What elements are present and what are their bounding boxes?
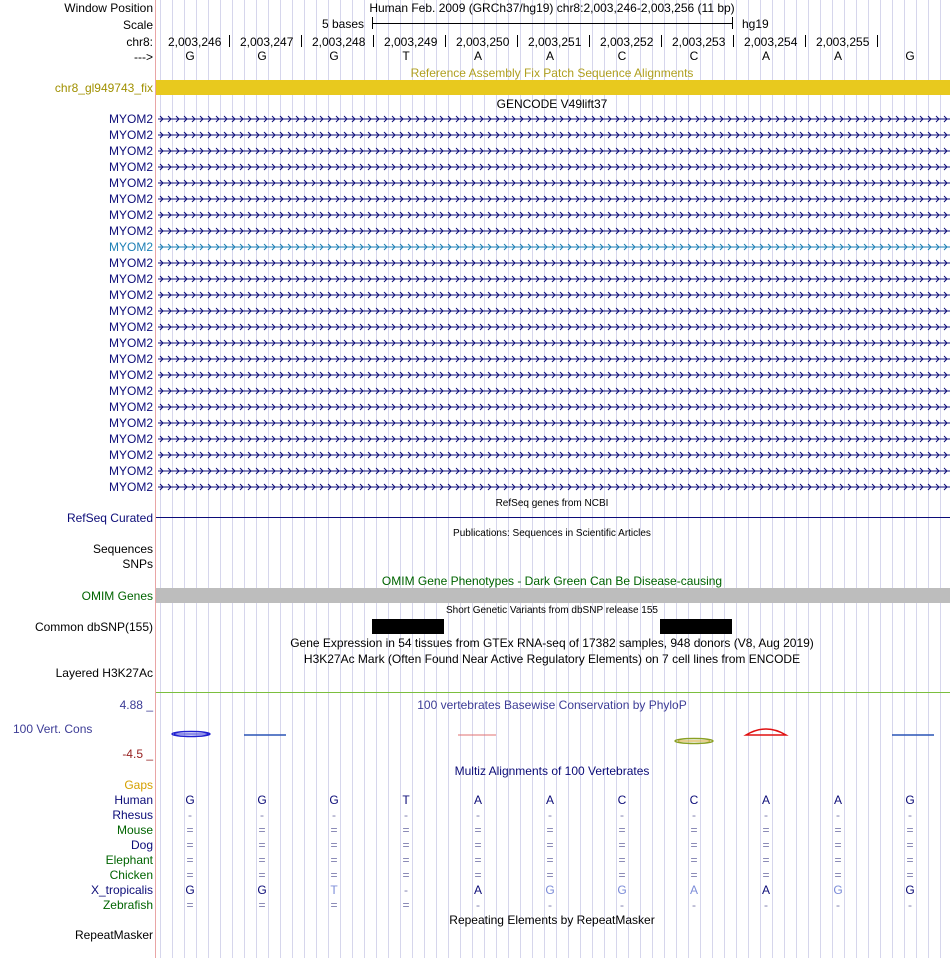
- position-label: 2,003,254: [744, 35, 798, 49]
- gencode-transcript[interactable]: [158, 193, 950, 205]
- grid-line: [784, 0, 785, 958]
- reference-base: A: [473, 49, 483, 63]
- multiz-base: -: [908, 808, 912, 822]
- phylop-label[interactable]: 100 Vert. Cons: [13, 722, 93, 736]
- assembly-label: hg19: [742, 17, 769, 31]
- grid-line: [232, 0, 233, 958]
- dbsnp-variant[interactable]: [660, 619, 732, 634]
- multiz-base: G: [257, 883, 267, 897]
- position-tick: [517, 35, 518, 47]
- grid-line: [328, 0, 329, 958]
- multiz-base: =: [258, 838, 266, 852]
- grid-line: [400, 0, 401, 958]
- multiz-base: A: [473, 793, 483, 807]
- gencode-gene-label[interactable]: MYOM2: [108, 416, 153, 430]
- gencode-gene-label[interactable]: MYOM2: [108, 336, 153, 350]
- grid-line: [244, 0, 245, 958]
- multiz-base: =: [690, 868, 698, 882]
- reference-base: G: [905, 49, 915, 63]
- gtex-title: Gene Expression in 54 tissues from GTEx RNA-seq of 17382 samples, 948 donors (V8, Aug 2019): [290, 636, 814, 650]
- phylop-plot: [156, 725, 950, 747]
- gaps-label[interactable]: Gaps: [124, 778, 153, 792]
- gencode-transcript[interactable]: [158, 417, 950, 429]
- position-label: 2,003,253: [672, 35, 726, 49]
- multiz-base: =: [906, 823, 914, 837]
- dbsnp-title: Short Genetic Variants from dbSNP release 155: [446, 605, 658, 616]
- multiz-base: =: [618, 868, 626, 882]
- gencode-gene-label[interactable]: MYOM2: [108, 368, 153, 382]
- multiz-base: =: [474, 868, 482, 882]
- grid-line: [712, 0, 713, 958]
- reference-base: A: [761, 49, 771, 63]
- gencode-title: GENCODE V49lift37: [496, 97, 608, 111]
- multiz-base: A: [689, 883, 699, 897]
- grid-line: [808, 0, 809, 958]
- grid-line: [604, 0, 605, 958]
- grid-line: [652, 0, 653, 958]
- gencode-gene-label[interactable]: MYOM2: [108, 240, 153, 254]
- position-label: 2,003,252: [600, 35, 654, 49]
- multiz-base: =: [330, 898, 338, 912]
- gencode-transcript[interactable]: [158, 465, 950, 477]
- publications-title: Publications: Sequences in Scientific Articles: [453, 528, 651, 539]
- grid-line: [520, 0, 521, 958]
- multiz-base: G: [257, 793, 267, 807]
- multiz-base: C: [689, 793, 699, 807]
- multiz-base: =: [474, 838, 482, 852]
- multiz-base: A: [761, 883, 771, 897]
- multiz-base: =: [618, 838, 626, 852]
- multiz-base: A: [761, 793, 771, 807]
- grid-line: [352, 0, 353, 958]
- grid-line: [484, 0, 485, 958]
- grid-line: [436, 0, 437, 958]
- position-label: 2,003,255: [816, 35, 870, 49]
- grid-line: [592, 0, 593, 958]
- grid-line: [196, 0, 197, 958]
- grid-line: [748, 0, 749, 958]
- gencode-gene-label[interactable]: MYOM2: [108, 256, 153, 270]
- scale-bar: [372, 23, 733, 24]
- grid-line: [532, 0, 533, 958]
- grid-line: [160, 0, 161, 958]
- grid-line: [280, 0, 281, 958]
- multiz-base: G: [833, 883, 843, 897]
- multiz-base: =: [546, 868, 554, 882]
- multiz-base: =: [258, 898, 266, 912]
- multiz-base: -: [620, 808, 624, 822]
- multiz-base: =: [402, 868, 410, 882]
- publications-sequences-label[interactable]: Sequences: [92, 542, 153, 556]
- gencode-transcript[interactable]: [158, 353, 950, 365]
- multiz-base: T: [402, 793, 410, 807]
- phylop-title: 100 vertebrates Basewise Conservation by PhyloP: [417, 698, 687, 712]
- multiz-base: G: [545, 883, 555, 897]
- multiz-base: =: [762, 868, 770, 882]
- gencode-gene-label[interactable]: MYOM2: [108, 224, 153, 238]
- gencode-gene-label[interactable]: MYOM2: [108, 192, 153, 206]
- multiz-base: -: [908, 898, 912, 912]
- multiz-base: =: [474, 823, 482, 837]
- multiz-species-label[interactable]: Zebrafish: [102, 898, 153, 912]
- dbsnp-label[interactable]: Common dbSNP(155): [34, 620, 153, 634]
- gencode-transcript[interactable]: [158, 209, 950, 221]
- multiz-base: =: [402, 823, 410, 837]
- multiz-base: G: [617, 883, 627, 897]
- multiz-base: T: [330, 883, 338, 897]
- multiz-base: A: [473, 883, 483, 897]
- grid-line: [376, 0, 377, 958]
- multiz-base: =: [474, 853, 482, 867]
- grid-line: [556, 0, 557, 958]
- multiz-base: -: [548, 808, 552, 822]
- grid-line: [820, 0, 821, 958]
- gencode-transcript[interactable]: [158, 481, 950, 493]
- grid-line: [736, 0, 737, 958]
- publications-snps-label[interactable]: SNPs: [122, 557, 153, 571]
- omim-label[interactable]: OMIM Genes: [81, 589, 153, 603]
- multiz-base: =: [258, 853, 266, 867]
- multiz-base: G: [185, 883, 195, 897]
- grid-line: [640, 0, 641, 958]
- position-tick: [229, 35, 230, 47]
- multiz-base: =: [546, 838, 554, 852]
- grid-line: [676, 0, 677, 958]
- gencode-gene-label[interactable]: MYOM2: [108, 384, 153, 398]
- grid-line: [364, 0, 365, 958]
- multiz-base: -: [260, 808, 264, 822]
- position-label: 2,003,248: [312, 35, 366, 49]
- grid-line: [772, 0, 773, 958]
- grid-line: [616, 0, 617, 958]
- refseq-gene-line[interactable]: [156, 517, 950, 518]
- position-tick: [589, 35, 590, 47]
- gencode-transcript[interactable]: [158, 337, 950, 349]
- fix-patch-title: Reference Assembly Fix Patch Sequence Alignments: [410, 66, 694, 80]
- multiz-base: =: [762, 838, 770, 852]
- reference-base: C: [689, 49, 699, 63]
- gencode-gene-label[interactable]: MYOM2: [108, 112, 153, 126]
- multiz-species-label[interactable]: Human: [114, 793, 153, 807]
- grid-line: [292, 0, 293, 958]
- position-label: 2,003,249: [384, 35, 438, 49]
- gencode-transcript[interactable]: [158, 321, 950, 333]
- refseq-title: RefSeq genes from NCBI: [495, 498, 609, 509]
- multiz-base: =: [330, 868, 338, 882]
- multiz-base: =: [906, 853, 914, 867]
- grid-line: [304, 0, 305, 958]
- multiz-base: =: [762, 853, 770, 867]
- multiz-base: =: [402, 838, 410, 852]
- multiz-base: -: [764, 898, 768, 912]
- dbsnp-variant[interactable]: [372, 619, 444, 634]
- multiz-base: =: [834, 853, 842, 867]
- gencode-gene-label[interactable]: MYOM2: [108, 448, 153, 462]
- position-tick: [733, 35, 734, 47]
- grid-line: [220, 0, 221, 958]
- fix-patch-label[interactable]: chr8_gl949743_fix: [54, 81, 153, 95]
- multiz-base: =: [330, 823, 338, 837]
- multiz-base: =: [258, 868, 266, 882]
- multiz-base: =: [690, 853, 698, 867]
- gencode-transcript[interactable]: [158, 161, 950, 173]
- multiz-base: =: [618, 853, 626, 867]
- reference-base: A: [545, 49, 555, 63]
- gencode-gene-label[interactable]: MYOM2: [108, 128, 153, 142]
- phylop-mark-base-9: [746, 729, 786, 735]
- gencode-transcript[interactable]: [158, 433, 950, 445]
- reference-base: C: [617, 49, 627, 63]
- refseq-label[interactable]: RefSeq Curated: [66, 511, 153, 525]
- grid-line: [892, 0, 893, 958]
- gencode-gene-label[interactable]: MYOM2: [108, 160, 153, 174]
- grid-line: [928, 0, 929, 958]
- multiz-base: -: [332, 808, 336, 822]
- multiz-species-label[interactable]: Dog: [130, 838, 153, 852]
- window-position-value: Human Feb. 2009 (GRCh37/hg19) chr8:2,003,246-2,003,256 (11 bp): [369, 1, 735, 15]
- gencode-gene-label[interactable]: MYOM2: [108, 304, 153, 318]
- multiz-base: -: [836, 898, 840, 912]
- multiz-base: =: [330, 853, 338, 867]
- multiz-base: =: [834, 823, 842, 837]
- multiz-base: =: [186, 823, 194, 837]
- label-separator: [155, 0, 156, 958]
- gencode-transcript[interactable]: [158, 401, 950, 413]
- grid-line: [448, 0, 449, 958]
- scale-label: Scale: [122, 18, 153, 32]
- gencode-gene-label[interactable]: MYOM2: [108, 320, 153, 334]
- grid-line: [472, 0, 473, 958]
- grid-line: [844, 0, 845, 958]
- gencode-transcript[interactable]: [158, 113, 950, 125]
- multiz-base: =: [186, 838, 194, 852]
- grid-line: [856, 0, 857, 958]
- grid-line: [412, 0, 413, 958]
- grid-line: [424, 0, 425, 958]
- gencode-gene-label[interactable]: MYOM2: [108, 208, 153, 222]
- multiz-base: C: [617, 793, 627, 807]
- h3k27ac-signal-line: [156, 692, 950, 693]
- gencode-gene-label[interactable]: MYOM2: [108, 272, 153, 286]
- multiz-base: G: [185, 793, 195, 807]
- position-tick: [661, 35, 662, 47]
- grid-line: [700, 0, 701, 958]
- gencode-transcript[interactable]: [158, 369, 950, 381]
- multiz-base: =: [834, 868, 842, 882]
- multiz-species-label[interactable]: Rhesus: [112, 808, 153, 822]
- position-tick: [877, 35, 878, 47]
- multiz-base: -: [404, 883, 408, 897]
- multiz-base: -: [476, 898, 480, 912]
- grid-line: [724, 0, 725, 958]
- reference-base: G: [257, 49, 267, 63]
- multiz-title: Multiz Alignments of 100 Vertebrates: [454, 764, 650, 778]
- phylop-max-label: 4.88 _: [119, 698, 153, 712]
- multiz-base: =: [618, 823, 626, 837]
- grid-line: [916, 0, 917, 958]
- position-label: 2,003,251: [528, 35, 582, 49]
- grid-line: [460, 0, 461, 958]
- chrom-label: chr8:: [126, 35, 153, 49]
- multiz-base: =: [834, 838, 842, 852]
- reference-base: G: [185, 49, 195, 63]
- position-label: 2,003,247: [240, 35, 294, 49]
- gencode-gene-label[interactable]: MYOM2: [108, 288, 153, 302]
- gencode-gene-label[interactable]: MYOM2: [108, 464, 153, 478]
- multiz-base: G: [905, 793, 915, 807]
- multiz-species-label[interactable]: Chicken: [109, 868, 153, 882]
- grid-line: [904, 0, 905, 958]
- window-position-label: Window Position: [64, 1, 153, 15]
- omim-title: OMIM Gene Phenotypes - Dark Green Can Be Disease-causing: [381, 574, 723, 588]
- grid-line: [208, 0, 209, 958]
- reference-base: G: [329, 49, 339, 63]
- multiz-base: -: [548, 898, 552, 912]
- grid-line: [796, 0, 797, 958]
- omim-bar[interactable]: [156, 588, 950, 603]
- grid-line: [544, 0, 545, 958]
- scale-value: 5 bases: [322, 17, 365, 31]
- grid-line: [760, 0, 761, 958]
- multiz-base: =: [762, 823, 770, 837]
- multiz-base: =: [258, 823, 266, 837]
- grid-line: [688, 0, 689, 958]
- position-tick: [301, 35, 302, 47]
- multiz-base: =: [906, 868, 914, 882]
- grid-line: [664, 0, 665, 958]
- gencode-transcript[interactable]: [158, 385, 950, 397]
- gencode-transcript[interactable]: [158, 257, 950, 269]
- h3k27ac-label[interactable]: Layered H3K27Ac: [55, 666, 153, 680]
- gencode-transcript[interactable]: [158, 289, 950, 301]
- grid-line: [880, 0, 881, 958]
- scale-bar-right-tick: [732, 17, 733, 29]
- grid-line: [256, 0, 257, 958]
- grid-line: [340, 0, 341, 958]
- multiz-species-label[interactable]: Mouse: [116, 823, 153, 837]
- multiz-base: -: [188, 808, 192, 822]
- position-label: 2,003,250: [456, 35, 510, 49]
- multiz-base: -: [692, 808, 696, 822]
- multiz-base: -: [476, 808, 480, 822]
- gencode-transcript[interactable]: [158, 449, 950, 461]
- gencode-transcript[interactable]: [158, 305, 950, 317]
- multiz-base: =: [402, 898, 410, 912]
- multiz-base: -: [620, 898, 624, 912]
- gencode-transcript[interactable]: [158, 225, 950, 237]
- gencode-gene-label[interactable]: MYOM2: [108, 352, 153, 366]
- multiz-base: A: [833, 793, 843, 807]
- reference-base: A: [833, 49, 843, 63]
- multiz-base: =: [906, 838, 914, 852]
- grid-line: [580, 0, 581, 958]
- multiz-base: G: [905, 883, 915, 897]
- multiz-base: A: [545, 793, 555, 807]
- multiz-base: -: [836, 808, 840, 822]
- gencode-gene-label[interactable]: MYOM2: [108, 176, 153, 190]
- position-tick: [445, 35, 446, 47]
- grid-line: [268, 0, 269, 958]
- position-tick: [805, 35, 806, 47]
- grid-line: [172, 0, 173, 958]
- reference-base: T: [402, 49, 410, 63]
- multiz-base: =: [690, 838, 698, 852]
- multiz-base: =: [186, 898, 194, 912]
- multiz-base: =: [690, 823, 698, 837]
- gencode-transcript[interactable]: [158, 241, 950, 253]
- grid-line: [940, 0, 941, 958]
- multiz-base: =: [546, 823, 554, 837]
- grid-line: [184, 0, 185, 958]
- gencode-transcript[interactable]: [158, 129, 950, 141]
- gencode-transcript[interactable]: [158, 273, 950, 285]
- position-tick: [373, 35, 374, 47]
- grid-line: [868, 0, 869, 958]
- gencode-transcript[interactable]: [158, 145, 950, 157]
- grid-line: [628, 0, 629, 958]
- h3k27ac-title: H3K27Ac Mark (Often Found Near Active Regulatory Elements) on 7 cell lines from ENCODE: [303, 652, 801, 666]
- multiz-base: =: [402, 853, 410, 867]
- phylop-min-label: -4.5 _: [122, 747, 153, 761]
- multiz-species-label[interactable]: X_tropicalis: [90, 883, 153, 897]
- gencode-gene-label[interactable]: MYOM2: [108, 432, 153, 446]
- grid-line: [568, 0, 569, 958]
- multiz-base: -: [764, 808, 768, 822]
- multiz-base: =: [186, 868, 194, 882]
- grid-line: [316, 0, 317, 958]
- strand-label: --->: [134, 50, 153, 64]
- multiz-base: -: [692, 898, 696, 912]
- gencode-gene-label[interactable]: MYOM2: [108, 144, 153, 158]
- multiz-base: G: [329, 793, 339, 807]
- position-label: 2,003,246: [168, 35, 222, 49]
- grid-line: [388, 0, 389, 958]
- gencode-gene-label[interactable]: MYOM2: [108, 400, 153, 414]
- grid-line: [508, 0, 509, 958]
- multiz-species-label[interactable]: Elephant: [105, 853, 153, 867]
- repeatmasker-label[interactable]: RepeatMasker: [74, 928, 153, 942]
- repeatmasker-title: Repeating Elements by RepeatMasker: [449, 913, 655, 927]
- grid-line: [496, 0, 497, 958]
- multiz-base: =: [546, 853, 554, 867]
- gencode-gene-label[interactable]: MYOM2: [108, 480, 153, 494]
- fix-patch-bar[interactable]: [156, 80, 950, 95]
- multiz-base: -: [404, 808, 408, 822]
- grid-line: [832, 0, 833, 958]
- multiz-base: =: [186, 853, 194, 867]
- multiz-base: =: [330, 838, 338, 852]
- gencode-transcript[interactable]: [158, 177, 950, 189]
